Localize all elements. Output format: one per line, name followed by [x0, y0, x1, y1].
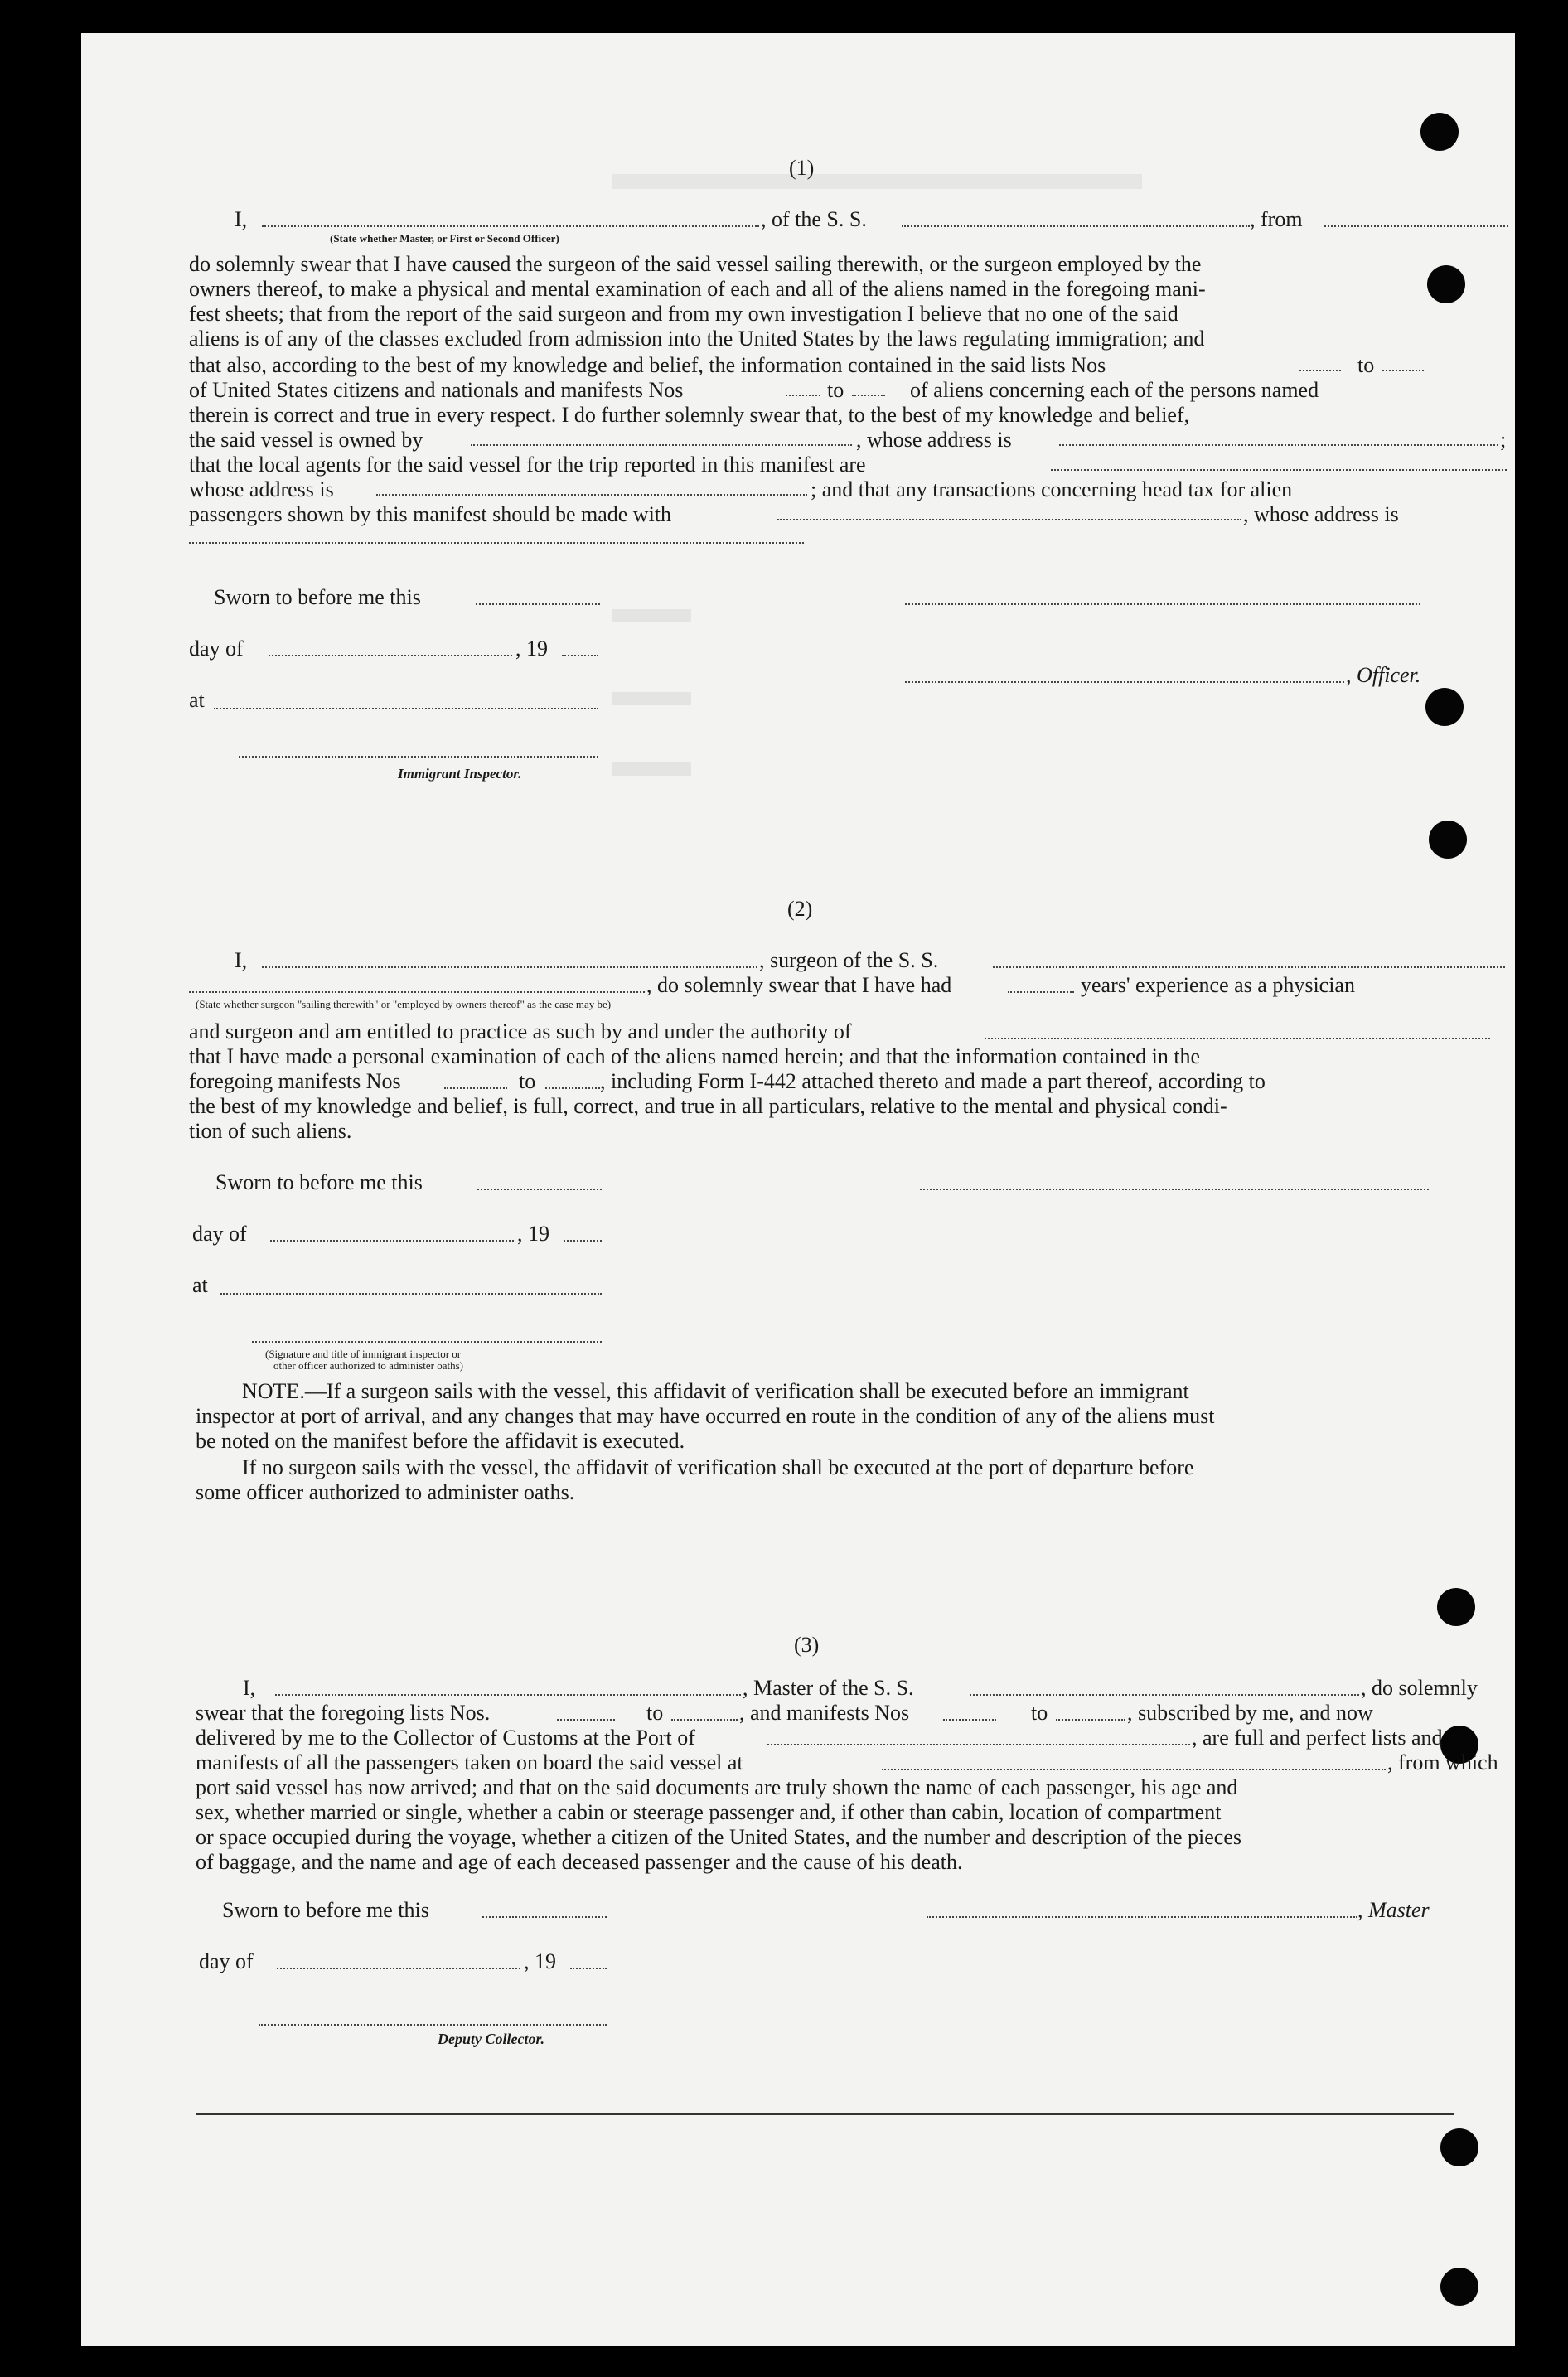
head-tax-address-field[interactable]: [189, 542, 804, 544]
s1-line10: that the local agents for the said vessel for the trip reported in this manifest are: [189, 453, 866, 477]
s1-line11-a: whose address is: [189, 477, 334, 501]
local-agents-field[interactable]: [1051, 469, 1507, 471]
s2-line3: and surgeon and am entitled to practice as such by and under the authority of: [189, 1019, 852, 1043]
s3-line5: port said vessel has now arrived; and that on the said documents are truly shown the name of each passenger, his age and: [196, 1775, 1238, 1799]
s1-line11-b: ; and that any transactions concerning head tax for alien: [811, 477, 1293, 501]
s3-line3-a: delivered by me to the Collector of Customs at the Port of: [196, 1726, 695, 1750]
s3-master-signature-field[interactable]: [927, 1916, 1357, 1918]
s3-line1-prefix: I,: [243, 1676, 256, 1700]
surgeon-name-field[interactable]: [262, 966, 757, 968]
s2-year-label: , 19: [517, 1222, 549, 1246]
s2-officer-signature-field[interactable]: [252, 1341, 602, 1343]
s1-line12-b: , whose address is: [1243, 502, 1399, 526]
punch-hole: [1437, 1588, 1475, 1626]
s2-at-label: at: [192, 1273, 208, 1297]
s2-line4: that I have made a personal examination of each of the aliens named herein; and that the information contained in the: [189, 1044, 1201, 1068]
s3-line4-a: manifests of all the passengers taken on board the said vessel at: [196, 1750, 743, 1774]
s3-line4-b: , from which: [1387, 1750, 1498, 1774]
officer-label: , Officer.: [1346, 663, 1421, 687]
s2-place-field[interactable]: [220, 1293, 602, 1295]
s1-line9-a: the said vessel is owned by: [189, 428, 423, 452]
s2-manifests-to-field[interactable]: [545, 1087, 600, 1089]
s1-line1-ss: , of the S. S.: [761, 207, 867, 231]
s3-line1-c: , do solemnly: [1361, 1676, 1478, 1700]
s2-manifests-from-field[interactable]: [444, 1087, 507, 1089]
boarding-port-field[interactable]: [882, 1769, 1386, 1770]
bottom-rule: [196, 2113, 1454, 2115]
from-port-field[interactable]: [1324, 225, 1508, 227]
s1-line5: aliens is of any of the classes excluded from admission into the United States by the laws regulating immigration; and: [189, 327, 1205, 351]
note-line3: be noted on the manifest before the affidavit is executed.: [196, 1429, 685, 1453]
s3-line2-a: swear that the foregoing lists Nos.: [196, 1701, 491, 1725]
s2-line5-c: , including Form I-442 attached thereto and made a part thereof, according to: [600, 1069, 1266, 1093]
deputy-collector-signature-field[interactable]: [259, 2024, 607, 2026]
owner-address-field[interactable]: [1059, 444, 1498, 446]
surgeon-signature-field[interactable]: [920, 1188, 1429, 1190]
immigrant-inspector-label: Immigrant Inspector.: [398, 766, 522, 782]
s2-signature-caption-1: (Signature and title of immigrant inspector or: [265, 1348, 462, 1360]
form-sheet: [81, 33, 1515, 2346]
collector-port-field[interactable]: [767, 1744, 1190, 1745]
s3-line2-to1: to: [646, 1701, 664, 1725]
s1-place-field[interactable]: [214, 708, 598, 709]
officer-title-field[interactable]: [905, 681, 1344, 683]
punch-hole: [1425, 688, 1464, 726]
s3-master-name-field[interactable]: [275, 1694, 741, 1696]
s3-dayof-label: day of: [199, 1949, 254, 1973]
master-name-field[interactable]: [262, 225, 759, 227]
surgeon-status-field[interactable]: [189, 991, 645, 993]
s1-line8: therein is correct and true in every respect. I do further solemnly swear that, to the best of my knowledge and belief,: [189, 403, 1190, 427]
punch-hole: [1429, 821, 1467, 859]
head-tax-contact-field[interactable]: [777, 519, 1241, 520]
s3-year-field[interactable]: [570, 1968, 607, 1969]
s1-line4: fest sheets; that from the report of the said surgeon and from my own investigation I believe that no one of the said: [189, 302, 1178, 326]
s3-vessel-name-field[interactable]: [970, 1694, 1359, 1696]
s3-line8: of baggage, and the name and age of each deceased passenger and the cause of his death.: [196, 1850, 963, 1874]
s2-line1-prefix: I,: [235, 948, 248, 972]
section-number-2: (2): [787, 897, 813, 921]
s1-line7-c: of aliens concerning each of the persons named: [910, 378, 1319, 402]
s1-year-label: , 19: [515, 637, 548, 661]
note-line5: some officer authorized to administer oaths.: [196, 1480, 575, 1504]
punch-hole: [1440, 2128, 1478, 2166]
s2-sworn-label: Sworn to before me this: [215, 1170, 423, 1194]
note-line2: inspector at port of arrival, and any changes that may have occurred en route in the condition of any of the aliens must: [196, 1404, 1215, 1428]
lists-nos-to-field[interactable]: [1382, 370, 1424, 371]
manifests-nos-to-field[interactable]: [852, 395, 885, 396]
s3-manifests-to-field[interactable]: [1056, 1719, 1125, 1721]
s3-manifests-from-field[interactable]: [943, 1719, 996, 1721]
s1-line6-a: that also, according to the best of my knowledge and belief, the information contained in the said lists Nos: [189, 353, 1106, 377]
s2-line5-to: to: [519, 1069, 536, 1093]
s1-subcaption: (State whether Master, or First or Second Officer): [330, 232, 559, 244]
s2-line5-a: foregoing manifests Nos: [189, 1069, 401, 1093]
section-number-3: (3): [794, 1633, 820, 1657]
s3-line1-b: , Master of the S. S.: [743, 1676, 914, 1700]
s3-line2-to2: to: [1031, 1701, 1048, 1725]
section-number-1: (1): [789, 156, 815, 180]
bleed-through: [612, 609, 691, 622]
s3-year-label: , 19: [524, 1949, 556, 1973]
vessel-name-field[interactable]: [902, 225, 1250, 227]
bleed-through: [612, 762, 691, 776]
punch-hole: [1427, 265, 1465, 303]
s3-line3-b: , are full and perfect lists and: [1192, 1726, 1443, 1750]
s1-sworn-date-field[interactable]: [476, 603, 600, 605]
s2-month-field[interactable]: [270, 1240, 514, 1242]
s2-dayof-label: day of: [192, 1222, 247, 1246]
s3-lists-from-field[interactable]: [557, 1719, 615, 1721]
s3-line7: or space occupied during the voyage, whether a citizen of the United States, and the number and description of the pieces: [196, 1825, 1242, 1849]
s1-line1-prefix: I,: [235, 207, 248, 231]
s2-vessel-name-field[interactable]: [993, 966, 1505, 968]
bleed-through: [612, 174, 1142, 189]
s2-sworn-date-field[interactable]: [477, 1188, 602, 1190]
punch-hole: [1420, 113, 1459, 151]
punch-hole: [1440, 2268, 1478, 2306]
s2-line2-a: , do solemnly swear that I have had: [646, 973, 952, 997]
s2-line6: the best of my knowledge and belief, is full, correct, and true in all particulars, relative to the mental and physical condi-: [189, 1094, 1227, 1118]
s3-line2-e: , subscribed by me, and now: [1127, 1701, 1373, 1725]
agents-address-field[interactable]: [376, 494, 807, 496]
s1-dayof-label: day of: [189, 637, 244, 661]
s1-line9-b: , whose address is: [856, 428, 1012, 452]
note-line4: If no surgeon sails with the vessel, the affidavit of verification shall be executed at the port of departure before: [242, 1455, 1194, 1479]
years-experience-field[interactable]: [1008, 991, 1074, 993]
s3-month-field[interactable]: [277, 1968, 520, 1969]
s3-sworn-label: Sworn to before me this: [222, 1898, 429, 1922]
s2-year-field[interactable]: [564, 1240, 602, 1242]
inspector-signature-field[interactable]: [239, 756, 598, 758]
manifests-nos-from-field[interactable]: [786, 395, 820, 396]
s2-line2-b: years' experience as a physician: [1081, 973, 1355, 997]
s2-signature-caption-2: other officer authorized to administer oaths): [273, 1359, 463, 1372]
s1-line7-to: to: [827, 378, 844, 402]
s1-line1-from: , from: [1250, 207, 1303, 231]
s3-sworn-date-field[interactable]: [482, 1916, 607, 1918]
lists-nos-from-field[interactable]: [1299, 370, 1341, 371]
s1-month-field[interactable]: [269, 655, 512, 656]
s1-at-label: at: [189, 688, 205, 712]
s1-line12-a: passengers shown by this manifest should be made with: [189, 502, 672, 526]
s2-subcaption: (State whether surgeon "sailing therewith" or "employed by owners thereof" as the case may be): [196, 998, 612, 1010]
officer-signature-field[interactable]: [905, 603, 1420, 605]
s1-line2: do solemnly swear that I have caused the surgeon of the said vessel sailing therewith, or the surgeon employed by the: [189, 252, 1202, 276]
s3-line6: sex, whether married or single, whether a cabin or steerage passenger and, if other than cabin, location of compartment: [196, 1800, 1222, 1824]
s2-line7: tion of such aliens.: [189, 1119, 352, 1143]
s1-line3: owners thereof, to make a physical and mental examination of each and all of the aliens named in the foregoing mani-: [189, 277, 1206, 301]
s2-line1-ss: , surgeon of the S. S.: [759, 948, 939, 972]
owner-name-field[interactable]: [471, 444, 852, 446]
note-line1: NOTE.—If a surgeon sails with the vessel, this affidavit of verification shall be executed before an immigrant: [242, 1379, 1189, 1403]
s1-line7-a: of United States citizens and nationals and manifests Nos: [189, 378, 684, 402]
master-label: , Master: [1357, 1898, 1430, 1922]
s3-lists-to-field[interactable]: [671, 1719, 738, 1721]
s1-line9-c: ;: [1500, 428, 1507, 452]
s3-line2-c: , and manifests Nos: [739, 1701, 910, 1725]
bleed-through: [612, 692, 691, 705]
s1-sworn-label: Sworn to before me this: [214, 585, 421, 609]
deputy-collector-label: Deputy Collector.: [438, 2031, 544, 2047]
s1-year-field[interactable]: [562, 655, 598, 656]
s1-line6-to: to: [1357, 353, 1375, 377]
authority-field[interactable]: [985, 1038, 1490, 1039]
